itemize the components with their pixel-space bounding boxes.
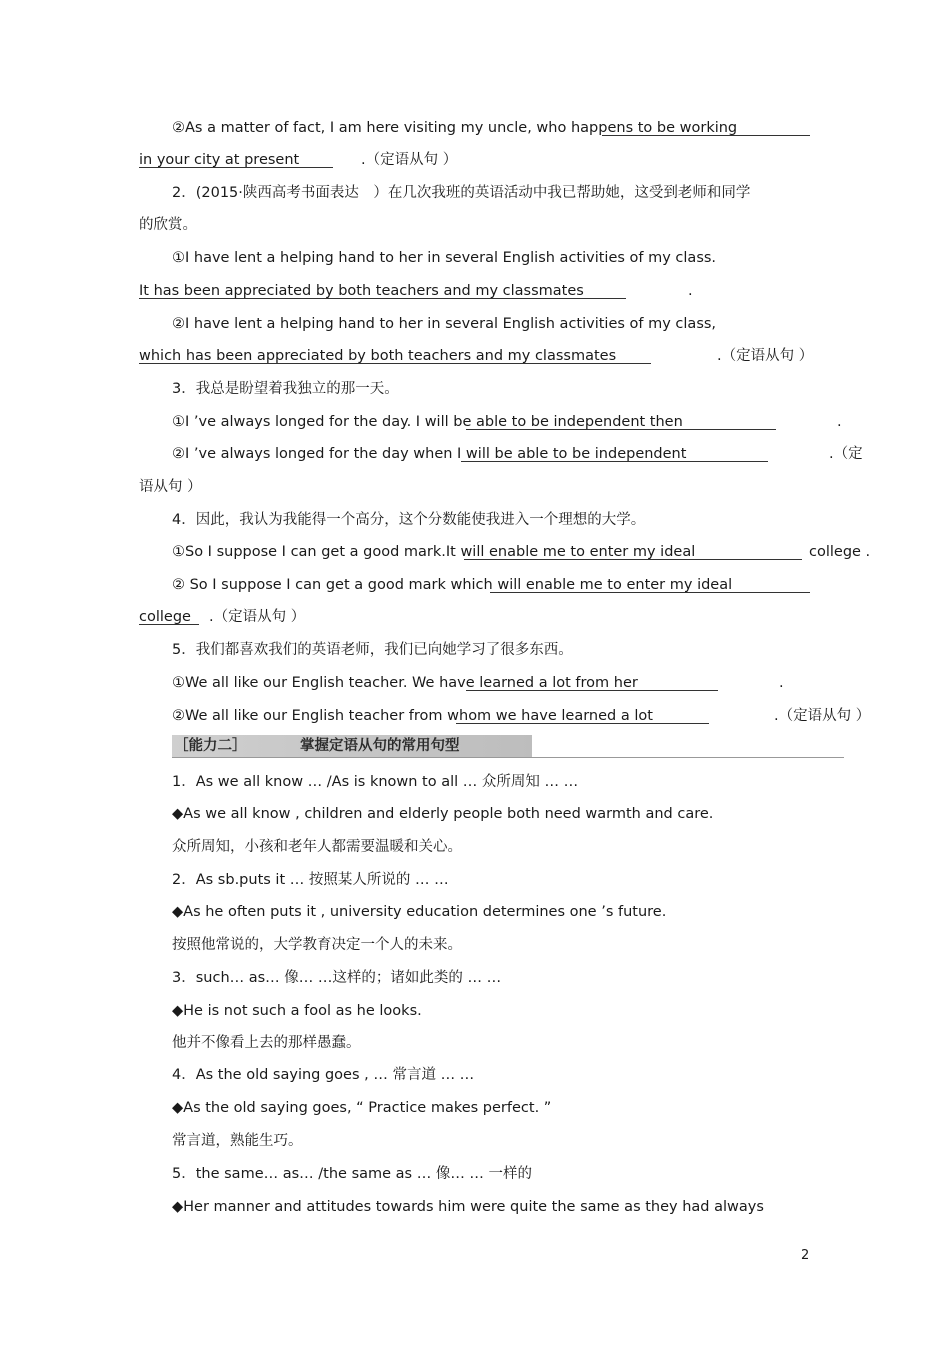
pattern-4: 4．As the old saying goes , … 常言道 … … [172, 1067, 475, 1083]
ex3-sentence1-end: . [837, 414, 842, 430]
pattern-1-example: ◆As we all know , children and elderly people both need warmth and care. [172, 806, 714, 822]
section-header-rule [172, 757, 844, 758]
ex4-sentence1-end: college . [809, 544, 871, 560]
ex5-prompt: 5．我们都喜欢我们的英语老师，我们已向她学习了很多东西。 [172, 642, 573, 658]
ex2-prompt-cont: 的欣赏。 [139, 217, 197, 233]
ex4-answer-wrap: college [139, 609, 191, 625]
answer-underline [466, 690, 718, 691]
pattern-5-example: ◆Her manner and attitudes towards him were quite the same as they had always [172, 1199, 764, 1215]
answer-underline [602, 135, 810, 136]
ex2-answer1-end: . [688, 283, 693, 299]
answer-underline [464, 559, 802, 560]
ex3-sentence1: ①I ’ve always longed for the day. I will be able to be independent then [172, 414, 683, 430]
ex1-sentence2-cont: in your city at present [139, 152, 300, 168]
answer-underline [456, 723, 709, 724]
pattern-2-translation: 按照他常说的，大学教育决定一个人的未来。 [172, 937, 462, 953]
section-tag: ［能力二］ [174, 738, 247, 754]
ex2-sentence2: ②I have lent a helping hand to her in several English activities of my class, [172, 316, 717, 332]
clause-note: .（定语从句 ） [361, 152, 458, 168]
answer-underline [466, 429, 776, 430]
answer-underline [139, 167, 333, 168]
ex4-sentence1: ①So I suppose I can get a good mark.It will enable me to enter my ideal [172, 544, 696, 560]
ex1-sentence2: ②As a matter of fact, I am here visiting my uncle, who happens to be working [172, 120, 738, 136]
ex4-sentence2: ② So I suppose I can get a good mark which will enable me to enter my ideal [172, 577, 733, 593]
pattern-4-example: ◆As the old saying goes, “ Practice makes perfect. ” [172, 1100, 552, 1116]
ex3-sentence2: ②I ’ve always longed for the day when I will be able to be independent [172, 446, 687, 462]
ex4-prompt: 4．因此，我认为我能得一个高分，这个分数能使我进入一个理想的大学。 [172, 512, 646, 528]
ex2-prompt: 2．(2015·陕西高考书面表达 ）在几次我班的英语活动中我已帮助她，这受到老师和同学 [172, 185, 751, 201]
ex2-answer2: which has been appreciated by both teachers and my classmates [139, 348, 617, 364]
pattern-4-translation: 常言道，熟能生巧。 [172, 1133, 303, 1149]
ex5-sentence1: ①We all like our English teacher. We have learned a lot from her [172, 675, 638, 691]
ex3-prompt: 3．我总是盼望着我独立的那一天。 [172, 381, 399, 397]
answer-underline [139, 298, 626, 299]
pattern-3: 3．such… as… 像… …这样的；诸如此类的 … … [172, 970, 502, 986]
pattern-2: 2．As sb.puts it … 按照某人所说的 … … [172, 872, 449, 888]
pattern-1-translation: 众所周知，小孩和老年人都需要温暖和关心。 [172, 839, 462, 855]
clause-note-wrap: 语从句 ） [139, 479, 202, 495]
clause-note: .（定 [829, 446, 863, 462]
page-number: 2 [801, 1248, 810, 1263]
ex5-sentence2: ②We all like our English teacher from whom we have learned a lot [172, 708, 653, 724]
pattern-2-example: ◆As he often puts it , university education determines one ’s future. [172, 904, 667, 920]
ex5-sentence1-end: . [779, 675, 784, 691]
section-title: 掌握定语从句的常用句型 [300, 738, 460, 754]
ex2-answer1: It has been appreciated by both teachers and my classmates [139, 283, 584, 299]
pattern-5: 5．the same… as… /the same as … 像… … 一样的 [172, 1166, 533, 1182]
pattern-3-example: ◆He is not such a fool as he looks. [172, 1003, 422, 1019]
answer-underline [139, 363, 651, 364]
clause-note: .（定语从句 ） [209, 609, 306, 625]
answer-underline [139, 624, 199, 625]
answer-underline [461, 461, 768, 462]
clause-note: .（定语从句 ） [717, 348, 814, 364]
ex2-sentence1: ①I have lent a helping hand to her in several English activities of my class. [172, 250, 717, 266]
pattern-3-translation: 他并不像看上去的那样愚蠢。 [172, 1035, 361, 1051]
clause-note: .（定语从句 ） [774, 708, 871, 724]
pattern-1: 1．As we all know … /As is known to all … 众所周知 … … [172, 774, 579, 790]
answer-underline [490, 592, 810, 593]
